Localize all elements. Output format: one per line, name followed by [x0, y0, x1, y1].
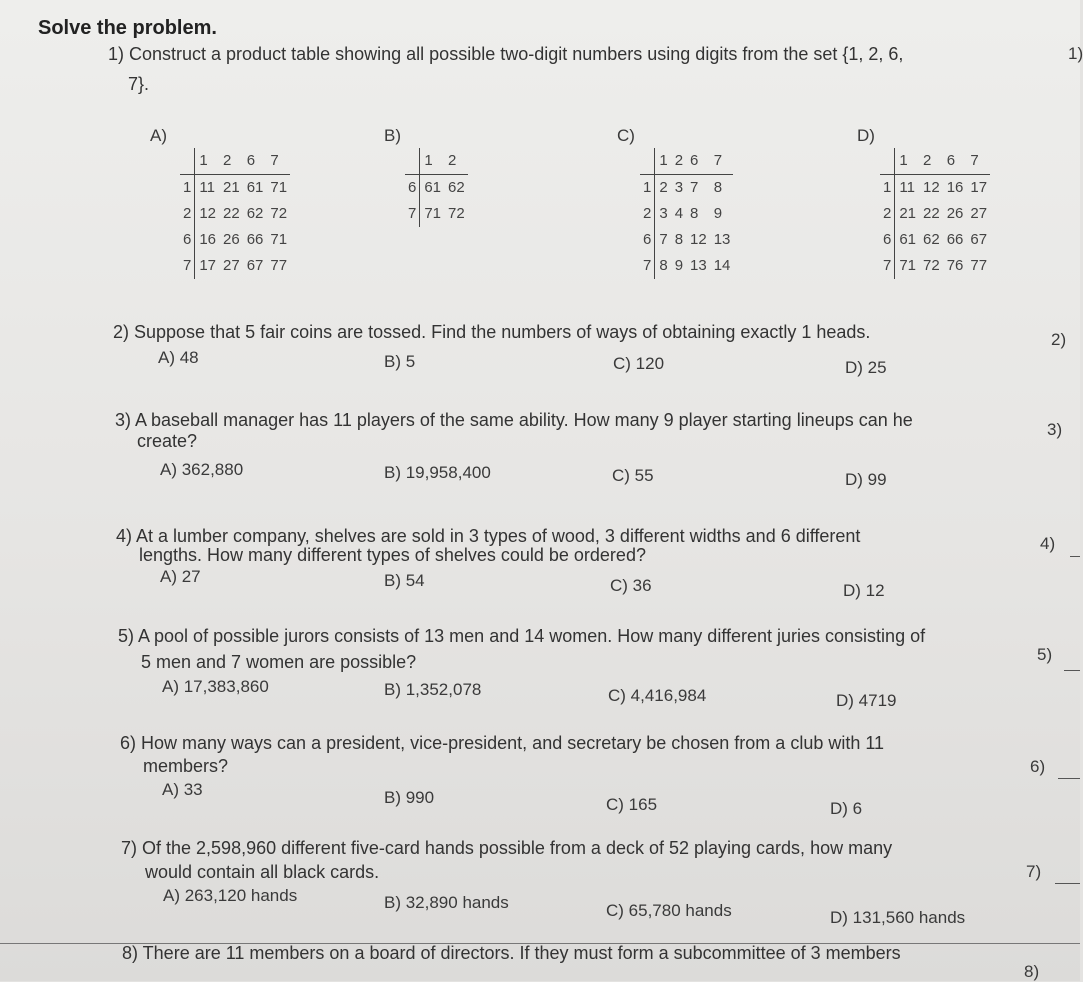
- table-row-header-cell: 6: [640, 227, 655, 253]
- q3-text-line1: 3) A baseball manager has 11 players of the same ability. How many 9 player starting lineups can he: [115, 410, 913, 430]
- table-cell: 62: [246, 205, 264, 222]
- table-cell: 27: [970, 205, 988, 222]
- q7-number: 7): [1026, 862, 1042, 881]
- table-row-header-cell: 7: [880, 253, 895, 279]
- table-cell: 4: [674, 205, 684, 222]
- table-cell: 12: [199, 205, 217, 222]
- table-cell: 67: [246, 257, 264, 274]
- q1-option-b-label: B): [384, 126, 401, 145]
- table-cell: 7: [659, 231, 668, 248]
- table-cell: 12: [690, 231, 707, 248]
- table-cell: 61: [899, 231, 917, 248]
- table-cell: 11: [199, 179, 215, 196]
- table-header-cell: 7: [266, 148, 290, 175]
- q8-text: 8) There are 11 members on a board of directors. If they must form a subcommittee of 3 members: [122, 943, 901, 963]
- table-row-header-cell: 7: [640, 253, 655, 279]
- q7-option-b: B) 32,890 hands: [384, 893, 509, 912]
- q7-answer-blank[interactable]: [1055, 883, 1080, 884]
- table-cell: 77: [970, 257, 988, 274]
- q4-option-d: D) 12: [843, 581, 885, 600]
- q2-option-c: C) 120: [613, 354, 665, 373]
- product-table-row: [640, 253, 733, 279]
- q1-number: 1): [1068, 44, 1083, 63]
- q7-text-line1: 7) Of the 2,598,960 different five-card hands possible from a deck of 52 playing cards, how many: [121, 838, 893, 858]
- table-cell: 77: [270, 257, 288, 274]
- table-cell: 16: [199, 231, 217, 248]
- q5-number: 5): [1037, 645, 1053, 664]
- table-cell: 72: [270, 205, 288, 222]
- table-cell: 66: [946, 231, 964, 248]
- table-row-header-cell: 6: [180, 227, 195, 253]
- table-cell: 12: [923, 179, 940, 196]
- product-table-row: [180, 253, 290, 279]
- q4-option-b: B) 54: [384, 571, 425, 590]
- product-table-header-row: [880, 148, 990, 175]
- q7-option-d: D) 131,560 hands: [830, 908, 966, 927]
- product-table-header-row: [180, 148, 290, 175]
- q2-option-b: B) 5: [384, 352, 416, 371]
- q4-option-a: A) 27: [160, 567, 201, 586]
- table-cell: 61: [246, 179, 264, 196]
- worksheet-heading: Solve the problem.: [38, 17, 217, 39]
- table-header-cell: 6: [686, 148, 710, 175]
- product-table-header-row: [405, 148, 468, 175]
- table-cell: 67: [970, 231, 988, 248]
- q5-option-d: D) 4719: [836, 691, 897, 710]
- table-cell: 26: [946, 205, 964, 222]
- table-cell: 22: [223, 205, 240, 222]
- q3-number: 3): [1047, 420, 1063, 439]
- table-cell: 3: [674, 179, 684, 196]
- q1-option-a-table: [180, 148, 290, 279]
- product-table-row: [180, 201, 290, 227]
- q2-option-a: A) 48: [158, 348, 199, 367]
- table-cell: 17: [199, 257, 217, 274]
- table-cell: 17: [970, 179, 988, 196]
- table-cell: 8: [659, 257, 668, 274]
- table-header-cell: 7: [966, 148, 990, 175]
- q6-option-a: A) 33: [162, 780, 203, 799]
- table-cell: 16: [946, 179, 964, 196]
- table-row-header-cell: 6: [880, 227, 895, 253]
- product-table-row: [880, 227, 990, 253]
- q3-text-line2: create?: [137, 431, 198, 451]
- table-cell: 11: [899, 179, 915, 196]
- table-cell: 71: [270, 231, 288, 248]
- table-cell: 26: [223, 231, 240, 248]
- q6-text-line2: members?: [143, 756, 229, 776]
- q8-number: 8): [1024, 962, 1040, 981]
- q5-option-c: C) 4,416,984: [608, 686, 707, 705]
- q7-text-line2: would contain all black cards.: [145, 862, 380, 882]
- table-header-cell: 1: [895, 148, 919, 175]
- q5-option-a: A) 17,383,860: [162, 677, 269, 696]
- table-header-cell: [640, 148, 655, 175]
- q4-text-line2: lengths. How many different types of shelves could be ordered?: [139, 545, 646, 565]
- table-header-cell: 1: [195, 148, 219, 175]
- product-table-row: [180, 227, 290, 253]
- table-row-header-cell: 1: [180, 175, 195, 202]
- table-row-header-cell: 2: [180, 201, 195, 227]
- table-cell: 71: [424, 205, 442, 222]
- table-header-cell: [180, 148, 195, 175]
- product-table-row: [405, 175, 468, 202]
- q1-option-d-table: [880, 148, 990, 279]
- table-row-header-cell: 1: [880, 175, 895, 202]
- q1-text-line2: 7}.: [128, 74, 150, 94]
- table-cell: 76: [946, 257, 964, 274]
- q6-option-b: B) 990: [384, 788, 435, 807]
- q5-option-b: B) 1,352,078: [384, 680, 482, 699]
- table-header-cell: 1: [420, 148, 444, 175]
- q2-number: 2): [1051, 330, 1067, 349]
- product-table-row: [640, 201, 733, 227]
- table-cell: 27: [223, 257, 240, 274]
- q4-option-c: C) 36: [610, 576, 652, 595]
- product-table-row: [880, 253, 990, 279]
- q5-text-line1: 5) A pool of possible jurors consists of 13 men and 14 women. How many different juries consisting of: [118, 626, 926, 646]
- q3-option-d: D) 99: [845, 470, 887, 489]
- product-table-row: [180, 175, 290, 202]
- product-table-row: [880, 175, 990, 202]
- q6-number: 6): [1030, 757, 1046, 776]
- q6-option-d: D) 6: [830, 799, 863, 818]
- table-cell: 71: [270, 179, 288, 196]
- product-table-row: [405, 201, 468, 227]
- q4-number: 4): [1040, 534, 1056, 553]
- table-header-cell: [405, 148, 420, 175]
- q1-option-d-label: D): [857, 126, 875, 145]
- table-cell: 2: [659, 179, 668, 196]
- product-table-header-row: [640, 148, 733, 175]
- table-header-cell: 2: [444, 148, 468, 175]
- q6-text-line1: 6) How many ways can a president, vice-president, and secretary be chosen from a club with 11: [120, 733, 885, 753]
- table-header-cell: 7: [710, 148, 734, 175]
- product-table-row: [880, 201, 990, 227]
- table-row-header-cell: 7: [180, 253, 195, 279]
- q3-option-c: C) 55: [612, 466, 654, 485]
- product-table-row: [640, 175, 733, 202]
- table-cell: 72: [923, 257, 940, 274]
- table-header-cell: [880, 148, 895, 175]
- q1-option-c-table: [640, 148, 733, 279]
- q6-answer-blank[interactable]: [1058, 778, 1080, 779]
- table-header-cell: 2: [919, 148, 943, 175]
- table-cell: 72: [448, 205, 465, 222]
- table-header-cell: 1: [655, 148, 671, 175]
- q2-text: 2) Suppose that 5 fair coins are tossed. Find the numbers of ways of obtaining exactly 1 heads.: [113, 322, 871, 342]
- q3-option-b: B) 19,958,400: [384, 463, 491, 482]
- q7-option-c: C) 65,780 hands: [606, 901, 732, 920]
- table-row-header-cell: 2: [880, 201, 895, 227]
- table-row-header-cell: 1: [640, 175, 655, 202]
- table-cell: 8: [690, 205, 699, 222]
- q5-answer-blank[interactable]: [1064, 670, 1080, 671]
- q1-option-b-table: [405, 148, 468, 227]
- table-cell: 7: [690, 179, 699, 196]
- table-header-cell: 6: [243, 148, 267, 175]
- q4-answer-blank[interactable]: [1070, 556, 1080, 557]
- table-cell: 8: [674, 231, 684, 248]
- table-cell: 3: [659, 205, 668, 222]
- q4-text-line1: 4) At a lumber company, shelves are sold in 3 types of wood, 3 different widths and 6 different: [116, 526, 861, 546]
- q1-option-a-label: A): [150, 126, 167, 145]
- table-cell: 14: [713, 257, 731, 274]
- table-row-header-cell: 7: [405, 201, 420, 227]
- table-cell: 62: [923, 231, 940, 248]
- table-header-cell: 2: [671, 148, 686, 175]
- table-cell: 61: [424, 179, 442, 196]
- table-cell: 9: [713, 205, 723, 222]
- table-cell: 66: [246, 231, 264, 248]
- table-cell: 71: [899, 257, 917, 274]
- table-cell: 22: [923, 205, 940, 222]
- q1-text-line1: 1) Construct a product table showing all possible two-digit numbers using digits from the set {1, 2, 6,: [108, 44, 904, 64]
- table-cell: 21: [223, 179, 240, 196]
- q2-option-d: D) 25: [845, 358, 887, 377]
- table-cell: 62: [448, 179, 465, 196]
- table-cell: 9: [674, 257, 684, 274]
- product-table-row: [640, 227, 733, 253]
- q5-text-line2: 5 men and 7 women are possible?: [141, 652, 417, 672]
- table-header-cell: 6: [943, 148, 967, 175]
- table-cell: 8: [713, 179, 723, 196]
- table-row-header-cell: 6: [405, 175, 420, 202]
- table-cell: 13: [690, 257, 707, 274]
- q3-option-a: A) 362,880: [160, 460, 244, 479]
- q6-option-c: C) 165: [606, 795, 658, 814]
- table-row-header-cell: 2: [640, 201, 655, 227]
- table-header-cell: 2: [219, 148, 243, 175]
- q1-option-c-label: C): [617, 126, 635, 145]
- q7-option-a: A) 263,120 hands: [163, 886, 298, 905]
- table-cell: 13: [713, 231, 731, 248]
- table-cell: 21: [899, 205, 917, 222]
